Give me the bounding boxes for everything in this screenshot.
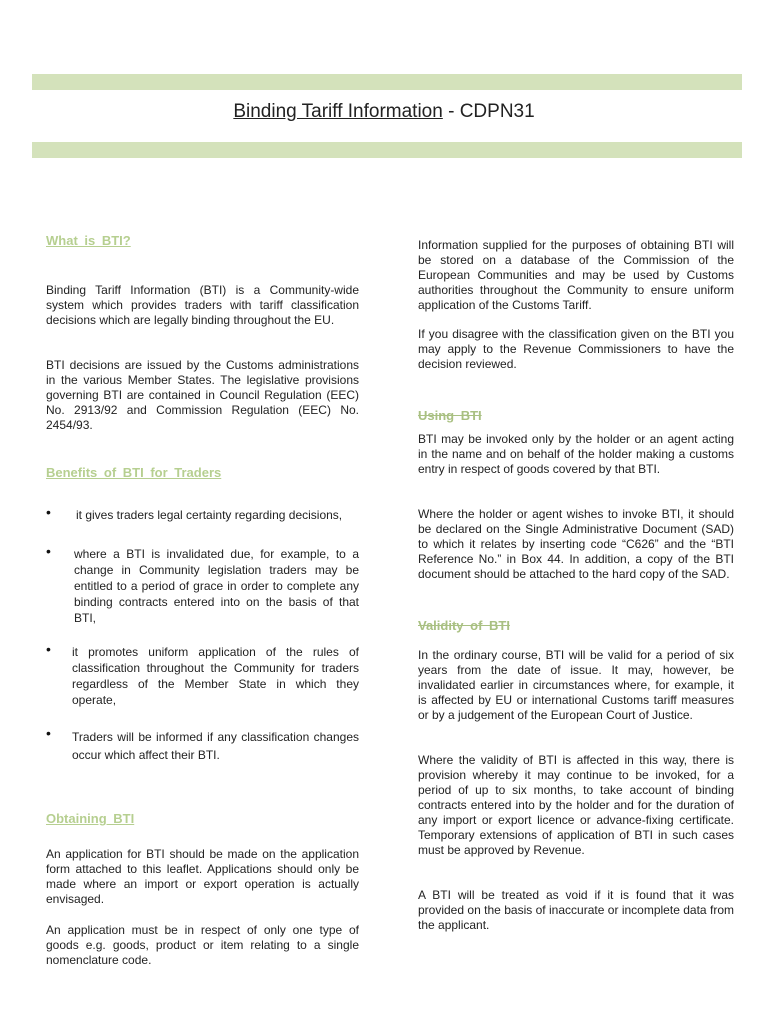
bottom-green-band [32, 142, 742, 158]
obtaining-paragraph-1: An application for BTI should be made on the application form attached to this leaflet. Applications should only be made where an import or export operation is actually envisaged. [46, 847, 359, 906]
benefit-bullet-4: Traders will be informed if any classification changes occur which affect their BTI. [72, 730, 359, 762]
benefits-heading: Benefits of BTI for Traders [46, 465, 222, 480]
what-is-bti-paragraph-2: BTI decisions are issued by the Customs administrations in the various Member States. The legislative provisions governing BTI are contained in Council Regulation (EEC) No. 2913/92 and Commission Regulation (EEC) No. 2454/93. [46, 358, 359, 432]
bullet-marker-4: • [46, 725, 51, 741]
bullet-marker-2: • [46, 543, 51, 559]
using-bti-heading: Using BTI [418, 408, 482, 423]
validity-bti-heading: Validity of BTI [418, 618, 510, 633]
bullet-marker-1: • [46, 504, 51, 520]
obtaining-paragraph-2: An application must be in respect of only one type of goods e.g. goods, product or item relating to a single nomenclature code. [46, 923, 359, 967]
using-paragraph-2: Where the holder or agent wishes to invoke BTI, it should be declared on the Single Administrative Document (SAD) to which it relates by inserting code “C626” and the “BTI Reference No.” in Box 44. In addition, a copy of the BTI document should be attached to the hard copy of the SAD. [418, 507, 734, 581]
benefit-bullet-1: it gives traders legal certainty regarding decisions, [76, 508, 343, 522]
top-green-band [32, 74, 742, 90]
validity-paragraph-3: A BTI will be treated as void if it is found that it was provided on the basis of inaccurate or incomplete data from the applicant. [418, 888, 734, 932]
bullet-marker-3: • [46, 641, 51, 657]
what-is-bti-heading: What is BTI? [46, 233, 131, 248]
title-code: - CDPN31 [442, 101, 535, 122]
validity-paragraph-2: Where the validity of BTI is affected in this way, there is provision whereby it may continue to be invoked, for a period of up to six months, to take account of binding contracts entered into by the holder and for the duration of any import or export licence or advance-fixing certificate. Temporary extensions of application of BTI in such cases must be approved by Revenue. [418, 753, 734, 857]
benefit-bullet-2: where a BTI is invalidated due, for example, to a change in Community legislation traders may be entitled to a period of grace in order to complete any binding contracts entered into on the basis of that BTI, [74, 547, 359, 625]
what-is-bti-paragraph-1: Binding Tariff Information (BTI) is a Community-wide system which provides traders with tariff classification decisions which are legally binding throughout the EU. [46, 283, 359, 327]
benefit-bullet-3: it promotes uniform application of the rules of classification throughout the Community for traders regardless of the Member State in which they operate, [72, 645, 359, 707]
validity-paragraph-1: In the ordinary course, BTI will be valid for a period of six years from the date of issue. It may, however, be invalidated earlier in circumstances where, for example, it is affected by EU or international Customs tariff measures or by a judgement of the European Court of Justice. [418, 648, 734, 722]
information-paragraph-2: If you disagree with the classification given on the BTI you may apply to the Revenue Commissioners to have the decision reviewed. [418, 327, 734, 371]
obtaining-bti-heading: Obtaining BTI [46, 811, 135, 826]
page-title [0, 101, 768, 123]
title-main: Binding Tariff Information [233, 101, 443, 122]
information-paragraph-1: Information supplied for the purposes of obtaining BTI will be stored on a database of the Commission of the European Communities and may be used by Customs authorities throughout the Community to ensure uniform application of the Customs Tariff. [418, 238, 734, 312]
using-paragraph-1: BTI may be invoked only by the holder or an agent acting in the name and on behalf of the holder making a customs entry in respect of goods covered by that BTI. [418, 432, 734, 476]
